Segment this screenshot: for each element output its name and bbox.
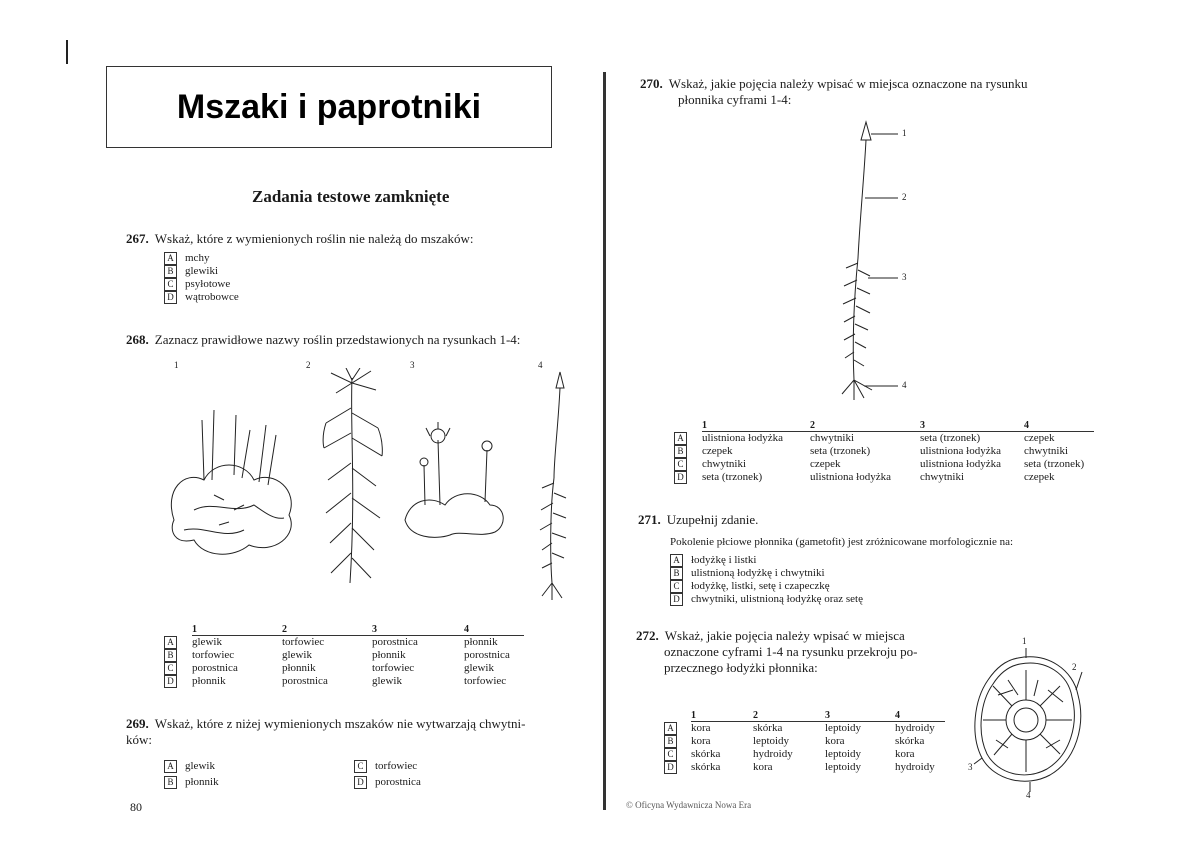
q268-answer-table: 1 2 3 4 A glewik torfowiec porostnica płonnik B torfowiec glewik płonnik porostnica C porostnica płonnik torfowiec glewik D płonnik porostnica glewik torfowiec xyxy=(164,624,524,688)
figure-label-1: 1 xyxy=(902,128,907,138)
question-271 xyxy=(638,512,758,528)
question-text: Wskaż, które z wymienionych roślin nie należą do mszaków: xyxy=(154,231,474,246)
q271-options xyxy=(670,554,863,606)
sphagnum-drawing-icon xyxy=(316,368,388,588)
question-text-line1: Wskaż, jakie pojęcia należy wpisać w miejsca oznaczone na rysunku xyxy=(668,76,1028,91)
page-number: 80 xyxy=(130,800,142,814)
q267-options xyxy=(164,252,239,304)
question-text-line2: ków: xyxy=(126,732,152,747)
question-number: 268. xyxy=(126,332,149,347)
question-267 xyxy=(126,231,474,247)
book-spine-divider xyxy=(603,72,606,810)
question-text-line1: Wskaż, jakie pojęcia należy wpisać w miejsca xyxy=(664,628,905,643)
question-269 xyxy=(126,716,596,748)
page-title-box xyxy=(106,66,552,148)
option-b[interactable]: B ulistnioną łodyżkę i chwytniki xyxy=(670,567,863,580)
marchantia-drawing-icon xyxy=(400,420,510,540)
question-number: 270. xyxy=(640,76,663,91)
q272-answer-table: 1 2 3 4 A kora skórka leptoidy hydroidy B kora leptoidy kora skórka C skórka hydroidy leptoidy kora D skórka kora leptoidy hydroidy xyxy=(664,710,945,774)
question-text: Zaznacz prawidłowe nazwy roślin przedstawionych na rysunkach 1-4: xyxy=(154,332,521,347)
figure-label-1: 1 xyxy=(1022,636,1027,646)
question-272 xyxy=(636,628,966,676)
option-d[interactable]: D porostnica xyxy=(354,776,421,789)
question-text-line3: przecznego łodyżki płonnika: xyxy=(664,660,818,675)
option-b[interactable]: B płonnik xyxy=(164,776,219,789)
q270-answer-table: 1 2 3 4 A ulistniona łodyżka chwytniki seta (trzonek) czepek B czepek seta (trzonek) ulistniona łodyżka chwytniki C chwytniki czepek ulistniona łodyżka seta (trzonek) D seta (trzonek) ulistniona łodyżka chwytniki czepek xyxy=(674,420,1094,484)
figure-label-1: 1 xyxy=(174,360,179,370)
table-row[interactable]: A ulistniona łodyżka chwytniki seta (trzonek) czepek xyxy=(674,432,1094,446)
figure-label-3: 3 xyxy=(968,762,973,772)
question-number: 272. xyxy=(636,628,659,643)
table-row[interactable]: A glewik torfowiec porostnica płonnik xyxy=(164,636,524,650)
figure-label-2: 2 xyxy=(902,192,907,202)
figure-label-4: 4 xyxy=(1026,790,1031,800)
table-row[interactable]: C chwytniki czepek ulistniona łodyżka seta (trzonek) xyxy=(674,458,1094,471)
question-number: 271. xyxy=(638,512,661,527)
figure-label-2: 2 xyxy=(1072,662,1077,672)
question-text: Uzupełnij zdanie. xyxy=(666,512,759,527)
section-title: Zadania testowe zamknięte xyxy=(252,187,450,206)
option-c[interactable]: C łodyżkę, listki, setę i czapeczkę xyxy=(670,580,863,593)
option-d[interactable]: D chwytniki, ulistnioną łodyżkę oraz setę xyxy=(670,593,863,606)
figure-label-3: 3 xyxy=(902,272,907,282)
text-cursor xyxy=(66,40,68,64)
option-a[interactable]: A łodyżkę i listki xyxy=(670,554,863,567)
figure-label-3: 3 xyxy=(410,360,415,370)
option-a[interactable]: A mchy xyxy=(164,252,239,265)
table-row[interactable]: C skórka hydroidy leptoidy kora xyxy=(664,748,945,761)
table-row[interactable]: B czepek seta (trzonek) ulistniona łodyżka chwytniki xyxy=(674,445,1094,458)
option-d[interactable]: D wątrobowce xyxy=(164,291,239,304)
q269-options-right xyxy=(354,760,421,789)
footer-copyright: © Oficyna Wydawnicza Nowa Era xyxy=(626,800,752,810)
question-text-line2: płonnika cyframi 1-4: xyxy=(678,92,792,107)
option-c[interactable]: C psyłotowe xyxy=(164,278,239,291)
table-row[interactable]: B kora leptoidy kora skórka xyxy=(664,735,945,748)
figure-label-4: 4 xyxy=(902,380,907,390)
question-number: 267. xyxy=(126,231,149,246)
figure-label-4: 4 xyxy=(538,360,543,370)
liverwort-drawing-icon xyxy=(164,400,304,560)
q269-options-left xyxy=(164,760,219,789)
option-a[interactable]: A glewik xyxy=(164,760,219,773)
moss-drawing-icon xyxy=(536,368,576,600)
table-row[interactable]: B torfowiec glewik płonnik porostnica xyxy=(164,649,524,662)
question-text-line2: oznaczone cyframi 1-4 na rysunku przekroju po- xyxy=(664,644,918,659)
page-title: Mszaki i paprotniki xyxy=(176,87,482,126)
table-row[interactable]: D seta (trzonek) ulistniona łodyżka chwytniki czepek xyxy=(674,471,1094,484)
question-271-stem: Pokolenie płciowe płonnika (gametofit) jest zróżnicowane morfologicznie na: xyxy=(670,536,1014,548)
question-number: 269. xyxy=(126,716,149,731)
option-b[interactable]: B glewiki xyxy=(164,265,239,278)
figure-label-2: 2 xyxy=(306,360,311,370)
question-text-line1: Wskaż, które z niżej wymienionych mszaków nie wytwarzają chwytni- xyxy=(154,716,526,731)
table-row[interactable]: C porostnica płonnik torfowiec glewik xyxy=(164,662,524,675)
table-row[interactable]: D płonnik porostnica glewik torfowiec xyxy=(164,675,524,688)
moss-labeled-drawing-icon xyxy=(828,118,918,400)
question-268 xyxy=(126,332,520,348)
table-row[interactable]: A kora skórka leptoidy hydroidy xyxy=(664,722,945,736)
option-c[interactable]: C torfowiec xyxy=(354,760,421,773)
table-row[interactable]: D skórka kora leptoidy hydroidy xyxy=(664,761,945,774)
question-270 xyxy=(640,76,1110,108)
